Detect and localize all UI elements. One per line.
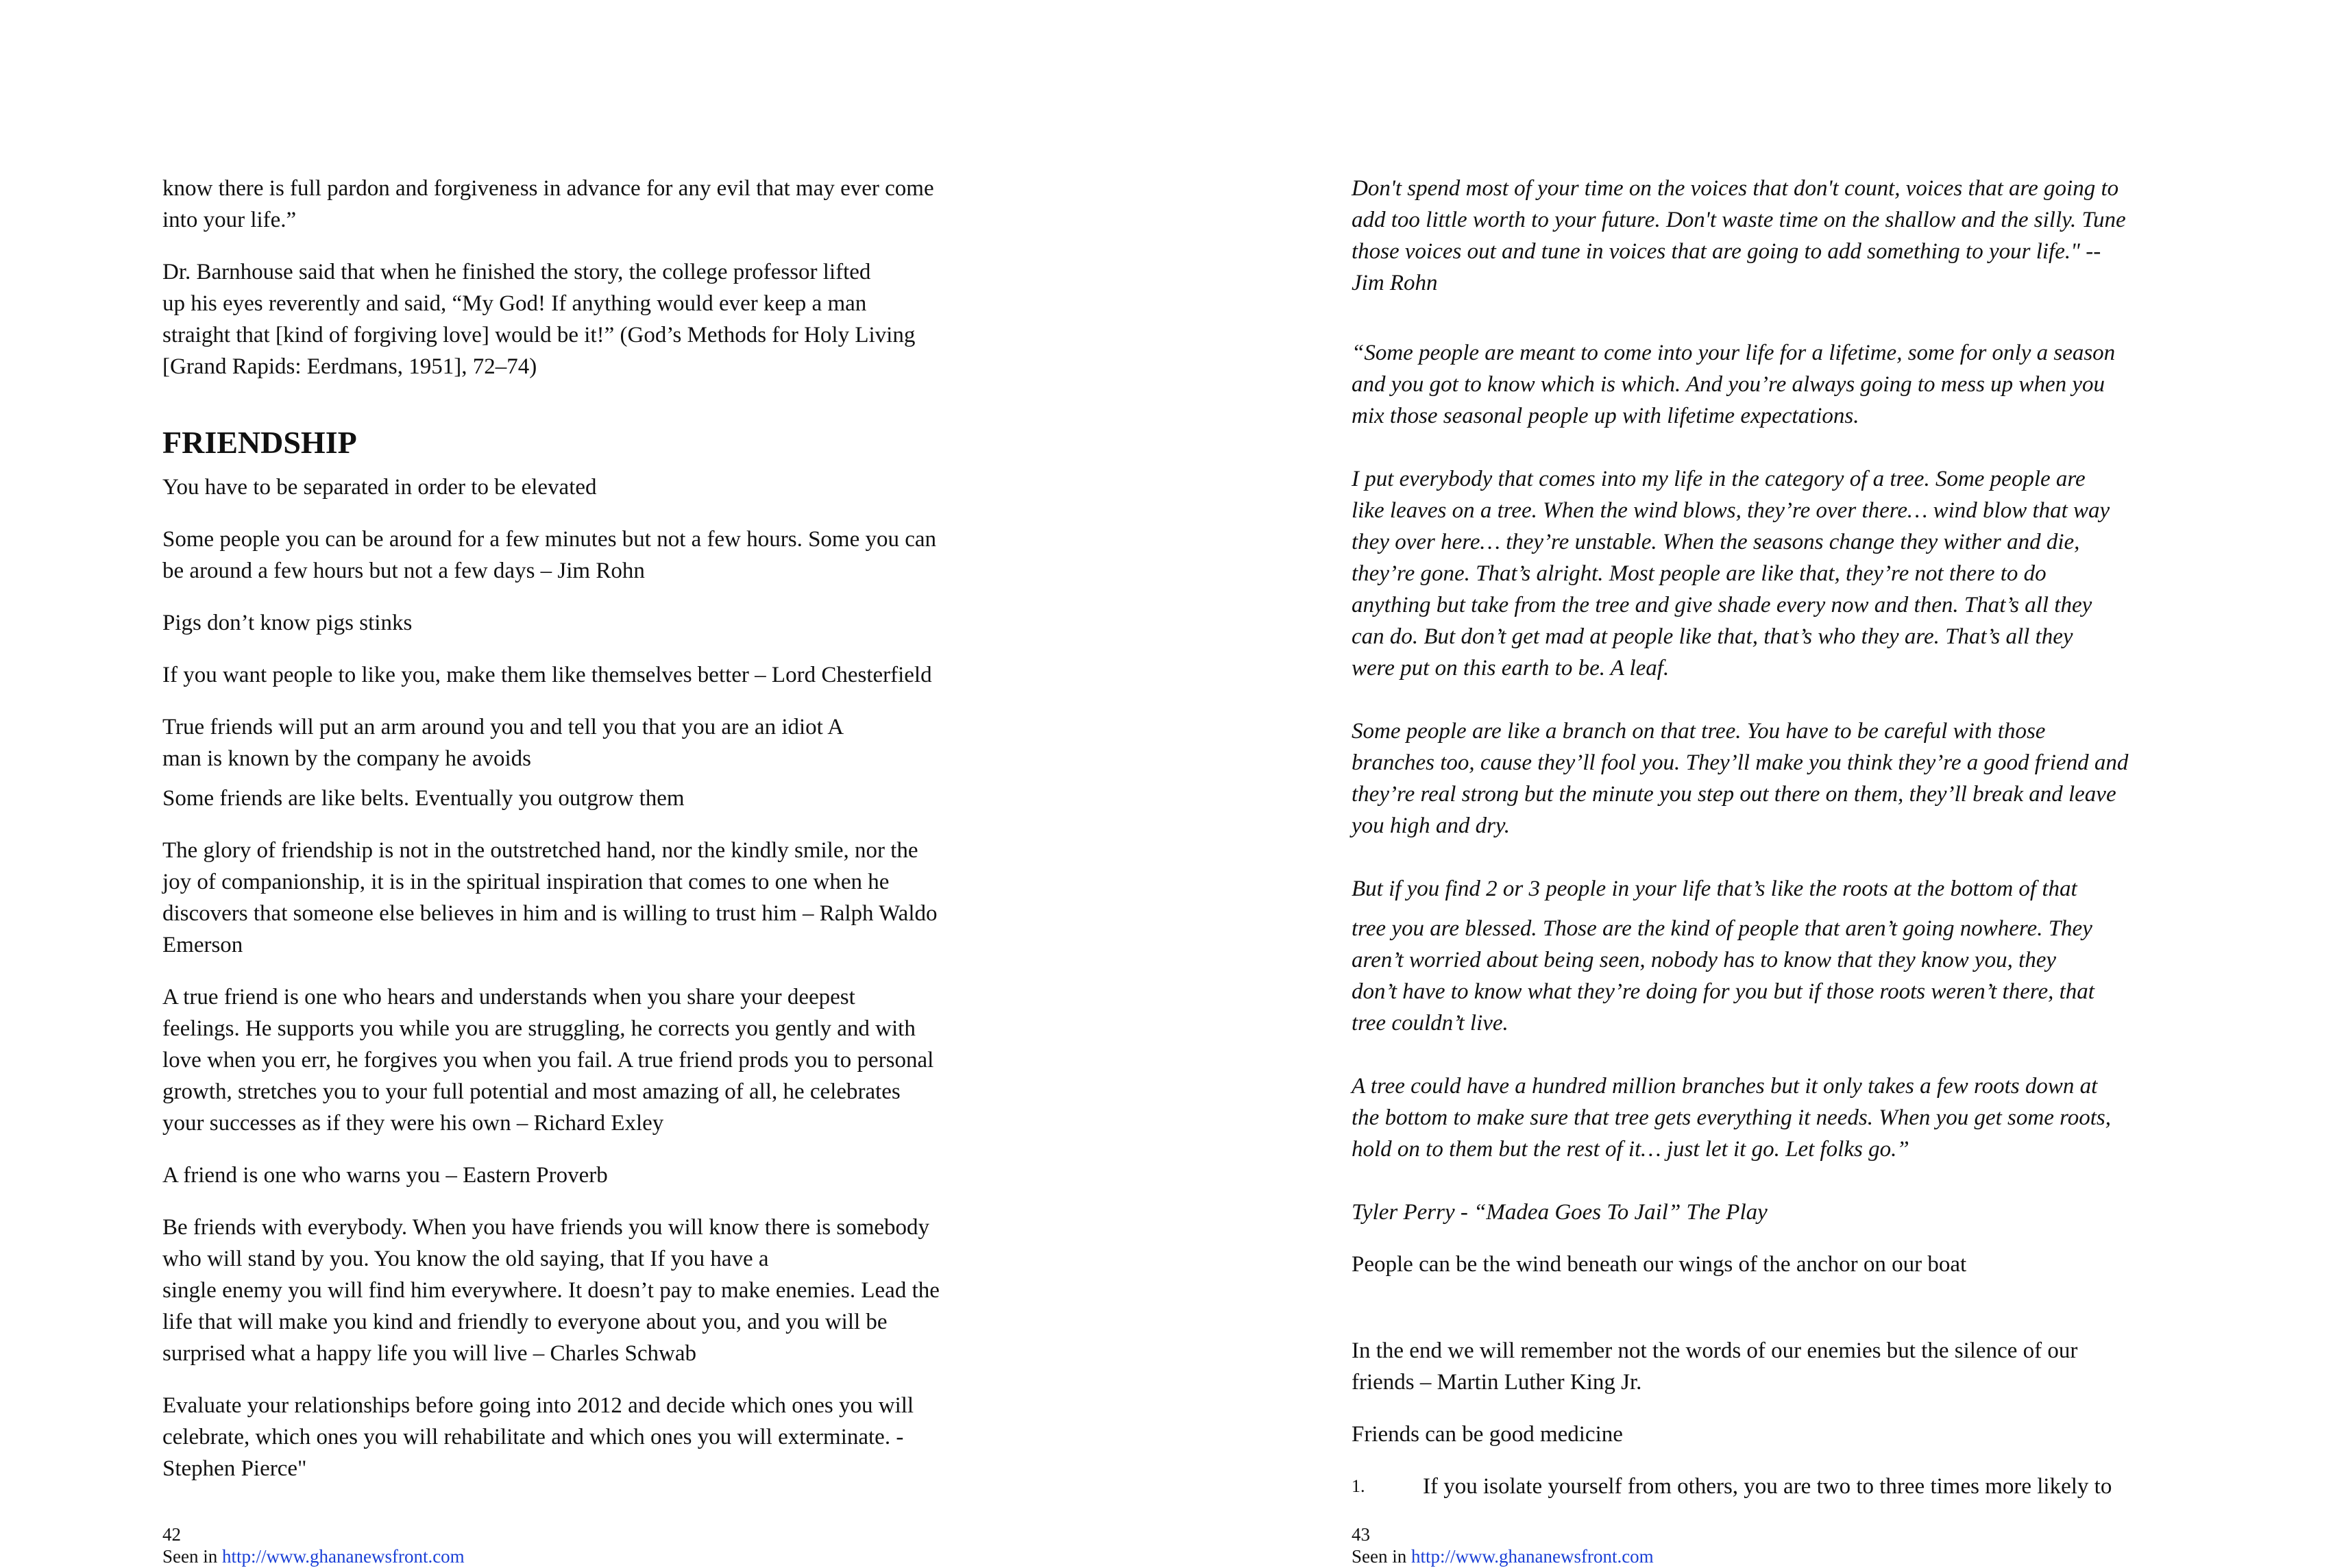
- quote: A friend is one who warns you – Eastern Proverb: [162, 1163, 608, 1188]
- italic-quote: Some people are like a branch on that tree. You have to be careful with those branches too, cause they’ll fool you. They’ll make you think they’re a good friend and they’re real strong but the minute you step out there on them, they’ll break and leave you high and dry.: [1352, 719, 2129, 838]
- paragraph: know there is full pardon and forgiveness in advance for any evil that may ever come into your life.”: [162, 176, 934, 232]
- source-label: Seen in: [1352, 1546, 1411, 1567]
- quote: Evaluate your relationships before going into 2012 and decide which ones you will celebrate, which ones you will rehabilitate and which ones you will exterminate. - Stephen Pierce": [162, 1393, 914, 1481]
- quote: Some friends are like belts. Eventually you outgrow them: [162, 786, 685, 811]
- quote: True friends will put an arm around you and tell you that you are an idiot A man is known by the company he avoids: [162, 715, 844, 771]
- source-line: [1352, 1545, 1654, 1568]
- page-number: 43: [1352, 1524, 1370, 1545]
- quote: A true friend is one who hears and understands when you share your deepest feelings. He supports you while you are struggling, he corrects you gently and with love when you err, he forgives you when you fail. A true friend prods you to personal growth, stretches you to your full potential and most amazing of all, he celebrates your successes as if they were his own – Richard Exley: [162, 985, 934, 1136]
- italic-quote: Don't spend most of your time on the voices that don't count, voices that are going to add too little worth to your future. Don't waste time on the shallow and the silly. Tune those voices out and tune in voices that are going to add something to your life." -- Jim Rohn: [1352, 176, 2126, 295]
- italic-quote: A tree could have a hundred million branches but it only takes a few roots down at the bottom to make sure that tree gets everything it needs. When you get some roots, hold on to them but the rest of it… just let it go. Let folks go.”: [1352, 1074, 2111, 1162]
- right-page-content: [1352, 173, 2201, 1502]
- page-number: 42: [162, 1524, 181, 1545]
- section-heading: FRIENDSHIP: [162, 425, 357, 460]
- quote: In the end we will remember not the words of our enemies but the silence of our friends – Martin Luther King Jr.: [1352, 1338, 2078, 1395]
- list-number: 1.: [1352, 1476, 1365, 1496]
- left-page: [0, 0, 1165, 1567]
- italic-quote: But if you find 2 or 3 people in your life that’s like the roots at the bottom of that tree you are blessed. Those are the kind of people that aren’t going nowhere. They aren’t worried about being seen, nobody has to know that they know you, they don’t have to know what they’re doing for you but if those roots weren’t there, that tree couldn’t live.: [1352, 877, 2094, 1036]
- left-page-content: [162, 173, 985, 1484]
- source-line: [162, 1545, 465, 1568]
- italic-quote: I put everybody that comes into my life in the category of a tree. Some people are like leaves on a tree. When the wind blows, they’re over there… wind blow that way they over here… they’re unstable. When the seasons change they wither and die, they’re gone. That’s alright. Most people are like that, they’re not there to do anything but take from the tree and give shade every now and then. That’s all they can do. But don’t get mad at people like that, that’s who they are. That’s all they were put on this earth to be. A leaf.: [1352, 467, 2110, 681]
- source-label: Seen in: [162, 1546, 222, 1567]
- right-page: [1165, 0, 2333, 1567]
- quote-attribution: Tyler Perry - “Madea Goes To Jail” The Play: [1352, 1200, 1768, 1225]
- quote: People can be the wind beneath our wings of the anchor on our boat: [1352, 1252, 1967, 1277]
- list-item-text: If you isolate yourself from others, you are two to three times more likely to: [1423, 1474, 2112, 1499]
- italic-quote: “Some people are meant to come into your life for a lifetime, some for only a season and you got to know which is which. And you’re always going to mess up when you mix those seasonal people up with lifetime expectations.: [1352, 341, 2116, 428]
- quote: Some people you can be around for a few minutes but not a few hours. Some you can be around a few hours but not a few days – Jim Rohn: [162, 527, 937, 583]
- source-link[interactable]: http://www.ghananewsfront.com: [1411, 1546, 1654, 1567]
- quote: The glory of friendship is not in the outstretched hand, nor the kindly smile, nor the joy of companionship, it is in the spiritual inspiration that comes to one when he discovers that someone else believes in him and is willing to trust him – Ralph Waldo Emerson: [162, 838, 938, 957]
- quote: Friends can be good medicine: [1352, 1422, 1623, 1447]
- quote: You have to be separated in order to be elevated: [162, 475, 597, 500]
- numbered-list-item: [1352, 1471, 2201, 1502]
- quote: Pigs don’t know pigs stinks: [162, 611, 413, 635]
- source-link[interactable]: http://www.ghananewsfront.com: [222, 1546, 465, 1567]
- quote: Be friends with everybody. When you have friends you will know there is somebody who will stand by you. You know the old saying, that If you have a single enemy you will find him everywhere. It doesn’t pay to make enemies. Lead the life that will make you kind and friendly to everyone about you, and you will be surprised what a happy life you will live – Charles Schwab: [162, 1215, 940, 1366]
- paragraph: Dr. Barnhouse said that when he finished the story, the college professor lifted up his eyes reverently and said, “My God! If anything would ever keep a man straight that [kind of forgiving love] would be it!” (God’s Methods for Holy Living [Grand Rapids: Eerdmans, 1951], 72–74): [162, 260, 916, 379]
- quote: If you want people to like you, make them like themselves better – Lord Chesterfield: [162, 663, 932, 687]
